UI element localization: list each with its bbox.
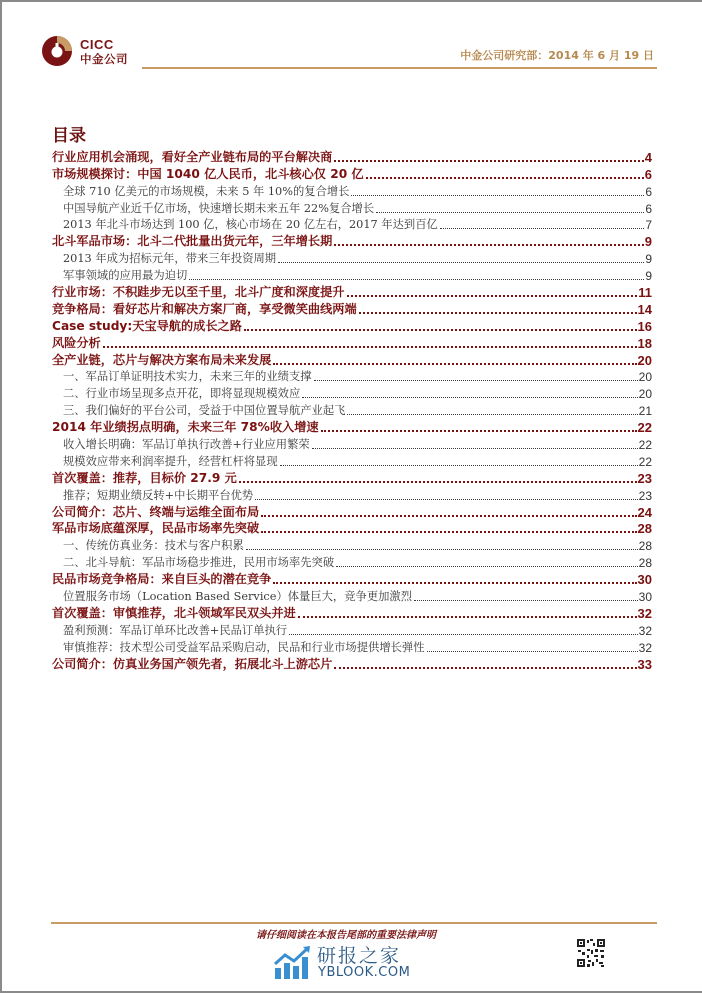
toc-entry-subsection[interactable] — [52, 384, 652, 401]
toc-entry-label: Case study:天宝导航的成长之路 — [52, 318, 242, 333]
toc-entry-label: 军事领域的应用最为迫切 — [63, 269, 188, 283]
toc-leader-dots — [334, 244, 643, 246]
toc-entry-label: 首次覆盖：推荐，目标价 27.9 元 — [52, 470, 237, 485]
toc-entry-label: 公司简介：芯片、终端与运维全面布局 — [52, 504, 260, 519]
toc-leader-dots — [359, 312, 637, 314]
toc-entry-label: 风险分析 — [52, 335, 101, 350]
toc-leader-dots — [366, 177, 644, 179]
toc-leader-dots — [273, 363, 636, 365]
toc-entry-subsection[interactable] — [52, 199, 652, 216]
toc-leader-dots — [427, 651, 638, 652]
toc-leader-dots — [334, 667, 636, 669]
toc-entry-label: 三、我们偏好的平台公司，受益于中国位置导航产业起飞 — [63, 404, 346, 418]
footer-divider — [51, 922, 657, 924]
toc-leader-dots — [351, 195, 644, 196]
watermark-text-cn: 研报之家 — [317, 945, 402, 967]
toc-leader-dots — [280, 465, 638, 466]
table-of-contents — [52, 148, 652, 672]
logo-text-cn: 中金公司 — [80, 52, 128, 66]
toc-leader-dots — [289, 634, 638, 635]
toc-entry-page-number: 28 — [637, 521, 652, 537]
toc-entry-label: 2013 年成为招标元年，带来三年投资周期 — [63, 252, 277, 266]
chart-growth-icon — [273, 944, 313, 980]
toc-entry-label: 全产业链，芯片与解决方案布局未来发展 — [52, 352, 272, 367]
toc-entry-page-number: 7 — [645, 218, 652, 233]
toc-entry-page-number: 28 — [638, 556, 652, 571]
toc-entry-section[interactable] — [52, 165, 652, 182]
watermark-text-en: YBLOOK.COM — [318, 965, 411, 980]
toc-entry-section[interactable] — [52, 317, 652, 334]
toc-leader-dots — [334, 160, 643, 162]
toc-entry-section[interactable] — [52, 334, 652, 351]
toc-entry-page-number: 18 — [637, 335, 652, 351]
toc-entry-label: 一、传统仿真业务：技术与客户积累 — [63, 539, 244, 553]
toc-leader-dots — [314, 380, 638, 381]
legal-notice: 请仔细阅读在本报告尾部的重要法律声明 — [256, 930, 436, 941]
toc-entry-subsection[interactable] — [52, 638, 652, 655]
toc-entry-section[interactable] — [52, 520, 652, 537]
toc-entry-page-number: 23 — [637, 470, 652, 486]
toc-entry-label: 中国导航产业近千亿市场，快速增长期未来五年 22%复合增长 — [63, 201, 375, 215]
toc-entry-page-number: 9 — [645, 252, 652, 267]
toc-leader-dots — [246, 549, 638, 550]
toc-entry-page-number: 9 — [645, 269, 652, 284]
toc-entry-label: 审慎推荐：技术型公司受益军品采购启动，民品和行业市场提供增长弹性 — [63, 640, 425, 654]
toc-entry-label: 行业应用机会涌现，看好全产业链布局的平台解决商 — [52, 149, 333, 164]
toc-entry-section[interactable] — [52, 655, 652, 672]
toc-entry-page-number: 22 — [638, 438, 652, 453]
toc-entry-subsection[interactable] — [52, 536, 652, 553]
toc-entry-page-number: 21 — [638, 404, 652, 419]
toc-entry-subsection[interactable] — [52, 401, 652, 418]
toc-entry-section[interactable] — [52, 283, 652, 300]
toc-leader-dots — [336, 566, 638, 567]
toc-entry-page-number: 9 — [644, 234, 652, 250]
toc-leader-dots — [440, 228, 644, 229]
toc-entry-label: 二、行业市场呈现多点开花，即将显现规模效应 — [63, 387, 301, 401]
toc-entry-label: 军品市场底蕴深厚，民品市场率先突破 — [52, 521, 260, 536]
toc-entry-section[interactable] — [52, 503, 652, 520]
toc-entry-page-number: 11 — [638, 285, 652, 301]
toc-entry-page-number: 32 — [638, 640, 652, 655]
toc-entry-page-number: 20 — [637, 352, 652, 368]
toc-entry-label: 市场规模探讨：中国 1040 亿人民币，北斗核心仅 20 亿 — [52, 166, 364, 181]
toc-entry-label: 2014 年业绩拐点明确，未来三年 78%收入增速 — [52, 420, 319, 435]
toc-entry-label: 行业市场：不积跬步无以至千里，北斗广度和深度提升 — [52, 285, 345, 300]
toc-entry-page-number: 4 — [644, 149, 652, 165]
toc-entry-section[interactable] — [52, 351, 652, 368]
toc-entry-section[interactable] — [52, 148, 652, 165]
toc-leader-dots — [255, 499, 637, 500]
toc-entry-label: 二、北斗导航：军品市场稳步推进，民用市场率先突破 — [63, 556, 335, 570]
toc-leader-dots — [261, 531, 636, 533]
toc-leader-dots — [244, 329, 637, 331]
toc-leader-dots — [103, 346, 637, 348]
toc-entry-page-number: 24 — [637, 504, 652, 520]
toc-entry-page-number: 22 — [637, 420, 652, 436]
toc-entry-page-number: 20 — [638, 370, 652, 385]
toc-entry-subsection[interactable] — [52, 452, 652, 469]
toc-entry-label: 规模效应带来利润率提升，经营杠杆将显现 — [63, 454, 278, 468]
toc-entry-label: 盈利预测：军品订单环比改善+民品订单执行 — [63, 623, 288, 637]
toc-entry-page-number: 28 — [638, 539, 652, 554]
toc-entry-label: 位置服务市场（Location Based Service）体量巨大，竞争更加激烈 — [63, 590, 413, 604]
toc-entry-page-number: 14 — [637, 301, 652, 317]
toc-entry-label: 一、军品订单证明技术实力，未来三年的业绩支撑 — [63, 370, 312, 384]
toc-leader-dots — [278, 262, 644, 263]
toc-entry-subsection[interactable] — [52, 486, 652, 503]
toc-leader-dots — [347, 295, 638, 297]
toc-entry-subsection[interactable] — [52, 621, 652, 638]
toc-entry-subsection[interactable] — [52, 435, 652, 452]
toc-entry-section[interactable] — [52, 232, 652, 249]
toc-entry-section[interactable] — [52, 300, 652, 317]
toc-entry-label: 2013 年北斗市场达到 100 亿，核心市场在 20 亿左右，2017 年达到百亿 — [63, 218, 438, 232]
header-department-date: 中金公司研究部：2014 年 6 月 19 日 — [460, 49, 654, 62]
qr-code-icon — [576, 938, 606, 968]
header-divider — [142, 67, 302, 69]
toc-entry-page-number: 32 — [638, 623, 652, 638]
toc-entry-label: 全球 710 亿美元的市场规模，未来 5 年 10%的复合增长 — [63, 184, 350, 198]
toc-entry-label: 民品市场竞争格局：来自巨头的潜在竞争 — [52, 572, 272, 587]
toc-entry-page-number: 33 — [637, 656, 652, 672]
toc-entry-section[interactable] — [52, 570, 652, 587]
toc-entry-page-number: 6 — [644, 166, 652, 182]
toc-entry-page-number: 32 — [637, 605, 652, 621]
toc-entry-subsection[interactable] — [52, 266, 652, 283]
toc-entry-page-number: 23 — [638, 488, 652, 503]
toc-entry-page-number: 30 — [637, 572, 652, 588]
toc-leader-dots — [302, 397, 637, 398]
toc-leader-dots — [347, 414, 637, 415]
toc-entry-page-number: 22 — [638, 454, 652, 469]
toc-entry-label: 竞争格局：看好芯片和解决方案厂商，享受微笑曲线两端 — [52, 301, 357, 316]
toc-entry-subsection[interactable] — [52, 216, 652, 233]
toc-leader-dots — [239, 481, 637, 483]
toc-entry-subsection[interactable] — [52, 587, 652, 604]
toc-entry-subsection[interactable] — [52, 553, 652, 570]
header-divider — [300, 67, 657, 69]
watermark — [273, 942, 473, 982]
toc-entry-section[interactable] — [52, 604, 652, 621]
toc-entry-section[interactable] — [52, 469, 652, 486]
toc-entry-page-number: 6 — [645, 184, 652, 199]
toc-entry-label: 北斗军品市场：北斗二代批量出货元年，三年增长期 — [52, 234, 333, 249]
toc-entry-subsection[interactable] — [52, 249, 652, 266]
cicc-logo — [41, 35, 141, 69]
toc-entry-label: 公司简介：仿真业务国产领先者，拓展北斗上游芯片 — [52, 656, 333, 671]
toc-entry-page-number: 20 — [638, 387, 652, 402]
toc-entry-subsection[interactable] — [52, 182, 652, 199]
toc-leader-dots — [376, 212, 644, 213]
toc-entry-label: 收入增长明确：军品订单执行改善+行业应用繁荣 — [63, 438, 310, 452]
toc-entry-page-number: 6 — [645, 201, 652, 216]
logo-text-en: CICC — [80, 37, 114, 52]
toc-entry-page-number: 30 — [638, 590, 652, 605]
toc-entry-label: 推荐；短期业绩反转+中长期平台优势 — [63, 488, 254, 502]
toc-leader-dots — [312, 448, 638, 449]
toc-entry-page-number: 16 — [637, 318, 652, 334]
toc-leader-dots — [189, 279, 644, 280]
cicc-logo-mark-icon — [41, 35, 73, 67]
toc-title: 目录 — [52, 126, 86, 146]
toc-leader-dots — [261, 515, 636, 517]
toc-leader-dots — [321, 430, 637, 432]
toc-entry-subsection[interactable] — [52, 368, 652, 385]
toc-leader-dots — [414, 600, 638, 601]
toc-leader-dots — [298, 616, 637, 618]
toc-entry-label: 首次覆盖：审慎推荐，北斗领域军民双头并进 — [52, 605, 296, 620]
toc-leader-dots — [273, 582, 636, 584]
toc-entry-section[interactable] — [52, 418, 652, 435]
